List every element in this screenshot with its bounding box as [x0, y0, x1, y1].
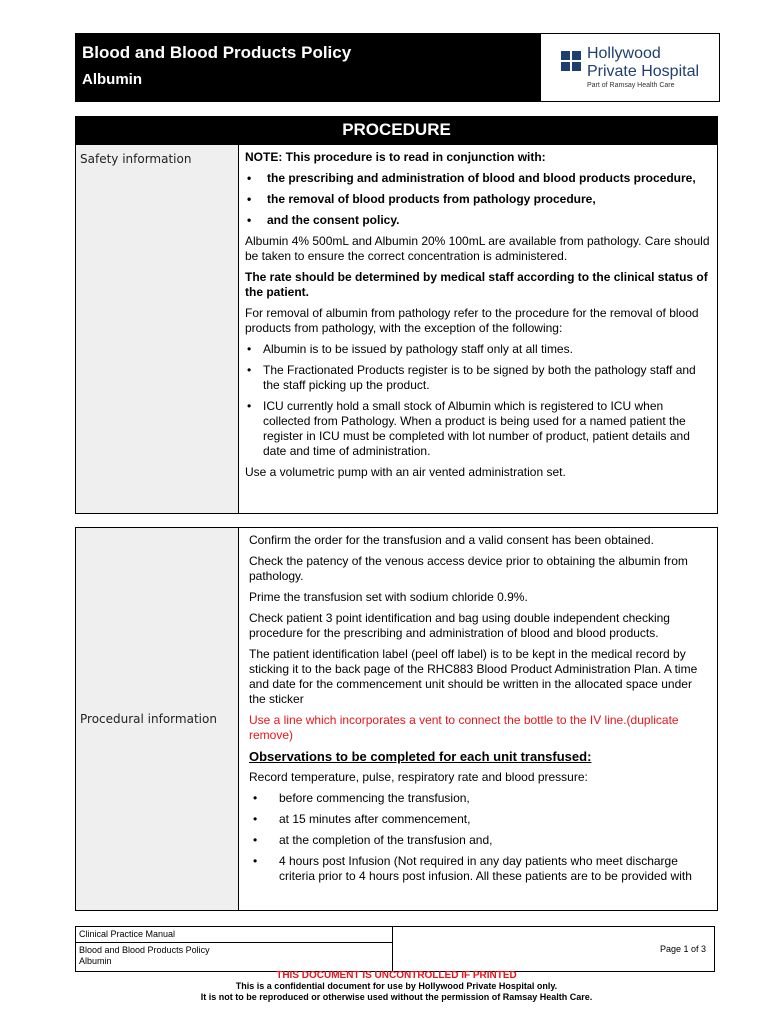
- logo-line-3: Part of Ramsay Health Care: [586, 81, 675, 89]
- observation-item: • at the completion of the transfusion and,: [249, 833, 711, 848]
- logo-squares-icon: [561, 51, 581, 71]
- safety-information-table: [75, 144, 718, 514]
- confidential-notice: This is a confidential document for use by Hollywood Private Hospital only.: [235, 981, 558, 991]
- footer-section: Albumin: [79, 956, 112, 966]
- document-header: [75, 33, 720, 102]
- procedural-content: [239, 528, 717, 910]
- logo-line-2: Private Hospital: [586, 62, 700, 80]
- observation-item: • at 15 minutes after commencement,: [249, 812, 711, 827]
- document-notice: [75, 970, 718, 1003]
- footer-policy: Blood and Blood Products Policy: [79, 945, 210, 955]
- observation-item: • before commencing the transfusion,: [249, 791, 711, 806]
- albumin-availability: Albumin 4% 500mL and Albumin 20% 100mL are available from pathology. Care should be taken to ensure the correct concentration is administered.: [245, 234, 710, 263]
- header-title-block: [76, 34, 541, 101]
- procedure-heading: PROCEDURE: [75, 116, 718, 144]
- procedural-label-text: Procedural information: [80, 712, 217, 726]
- pump-note: Use a volumetric pump with an air vented administration set.: [245, 465, 566, 479]
- procedural-label: [76, 528, 239, 910]
- observation-item: • 4 hours post Infusion (Not required in any day patients who meet discharge criteria prior to 4 hours post infusion. All these patients are to be provided with: [249, 854, 711, 884]
- procedure-step: Prime the transfusion set with sodium chloride 0.9%.: [249, 590, 528, 604]
- exception-item: • The Fractionated Products register is to be signed by both the pathology staff and the staff picking up the product.: [245, 363, 711, 393]
- document-subtitle: Albumin: [82, 71, 142, 88]
- note-item: • the prescribing and administration of blood and blood products procedure,: [245, 171, 711, 186]
- procedural-information-table: [75, 527, 718, 911]
- uncontrolled-warning: THIS DOCUMENT IS UNCONTROLLED IF PRINTED: [276, 970, 517, 981]
- exception-item: • Albumin is to be issued by pathology staff only at all times.: [245, 342, 711, 357]
- procedure-step: Confirm the order for the transfusion and a valid consent has been obtained.: [249, 533, 654, 547]
- hospital-logo: [541, 34, 719, 101]
- observations-intro: Record temperature, pulse, respiratory rate and blood pressure:: [249, 770, 588, 784]
- procedure-step: Check patient 3 point identification and bag using double independent checking procedure for the prescribing and administration of blood and blood products.: [249, 611, 670, 640]
- safety-label: Safety information: [76, 145, 239, 513]
- reproduction-notice: It is not to be reproduced or otherwise used without the permission of Ramsay Health Care.: [200, 992, 593, 1002]
- logo-line-1: Hollywood: [586, 44, 661, 62]
- removal-note: For removal of albumin from pathology refer to the procedure for the removal of blood products from pathology, with the exception of the following:: [245, 306, 699, 335]
- procedure-step: The patient identification label (peel off label) is to be kept in the medical record by sticking it to the back page of the RHC883 Blood Product Administration Plan. A time and date for the commencement unit should be written in the allocated space under the sticker: [249, 647, 698, 706]
- vent-line-note: Use a line which incorporates a vent to connect the bottle to the IV line.(duplicate remove): [249, 713, 679, 742]
- document-footer: [75, 926, 715, 972]
- safety-content: [239, 145, 717, 513]
- observations-heading: Observations to be completed for each unit transfused:: [249, 749, 592, 764]
- procedure-step: Check the patency of the venous access device prior to obtaining the albumin from pathology.: [249, 554, 688, 583]
- footer-manual: Clinical Practice Manual: [76, 927, 392, 943]
- exception-item: • ICU currently hold a small stock of Albumin which is registered to ICU when collected from Pathology. When a product is being used for a named patient the register in ICU must be completed with lot number of product, patient details and date and time of administration.: [245, 399, 711, 459]
- safety-note: NOTE: This procedure is to read in conjunction with:: [245, 150, 546, 164]
- page-number: Page 1 of 3: [659, 943, 706, 954]
- note-item: • and the consent policy.: [245, 213, 711, 228]
- document-title: Blood and Blood Products Policy: [82, 43, 352, 62]
- rate-note: The rate should be determined by medical staff according to the clinical status of the patient.: [245, 270, 708, 299]
- note-item: • the removal of blood products from pathology procedure,: [245, 192, 711, 207]
